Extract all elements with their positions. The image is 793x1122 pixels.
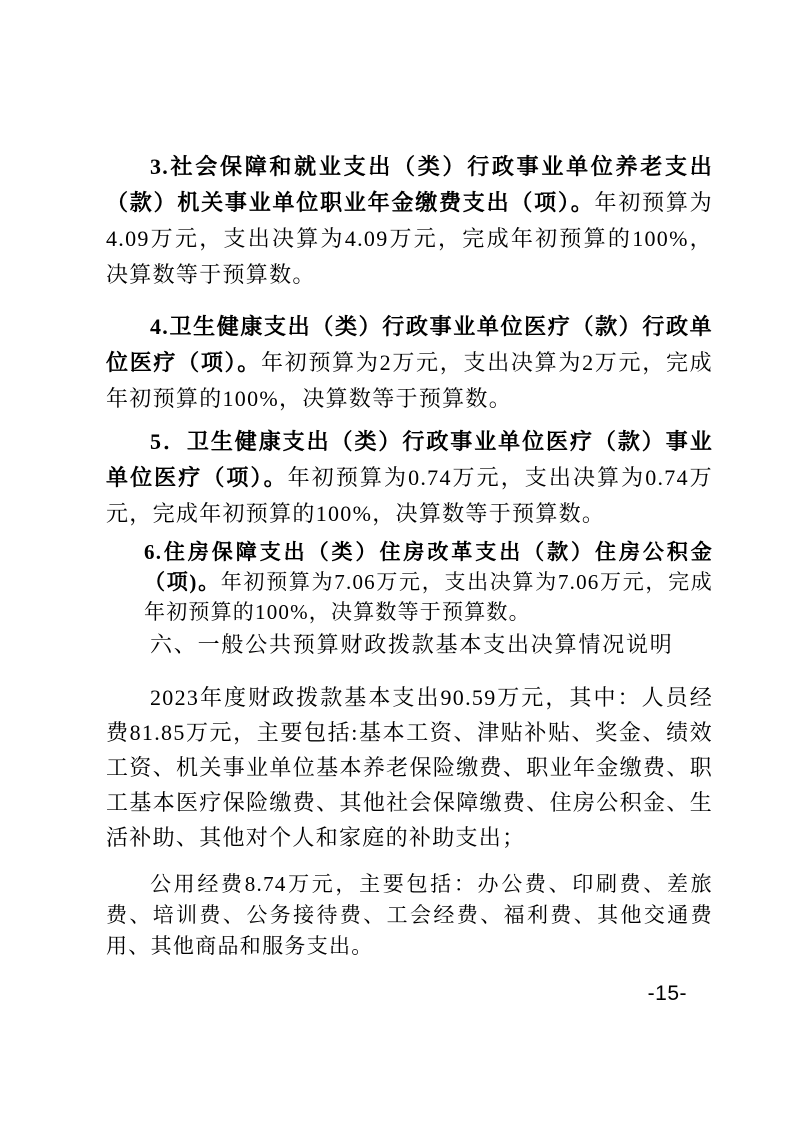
expenditure-item-6-detail: 年初预算为7.06万元，支出决算为7.06万元，完成年初预算的100%，决算数等于预算数。 bbox=[144, 570, 713, 624]
expenditure-item-5-detail: 年初预算为0.74万元，支出决算为0.74万元，完成年初预算的100%，决算数等于预算数。 bbox=[106, 465, 713, 526]
expenditure-item-6 bbox=[106, 537, 713, 627]
expenditure-item-5-heading: 5．卫生健康支出（类）行政事业单位医疗（款）事业单位医疗（项）。 bbox=[106, 429, 713, 490]
expenditure-item-5 bbox=[106, 424, 713, 532]
personnel-expense-paragraph bbox=[106, 680, 713, 855]
expenditure-item-4-detail: 年初预算为2万元，支出决算为2万元，完成年初预算的100%，决算数等于预算数。 bbox=[106, 350, 713, 411]
public-expense-paragraph bbox=[106, 869, 713, 962]
expenditure-item-3 bbox=[106, 149, 713, 293]
public-expense-text: 公用经费8.74万元，主要包括：办公费、印刷费、差旅费、培训费、公务接待费、工会经费、福利费、其他交通费用、其他商品和服务支出。 bbox=[106, 872, 713, 958]
expenditure-item-4 bbox=[106, 309, 713, 417]
page-content bbox=[106, 149, 713, 962]
expenditure-item-6-heading: 6.住房保障支出（类）住房改革支出（款）住房公积金（项)。 bbox=[144, 540, 713, 594]
section-six-heading bbox=[106, 631, 713, 659]
expenditure-item-3-heading: 3.社会保障和就业支出（类）行政事业单位养老支出（款）机关事业单位职业年金缴费支出（项）。 bbox=[106, 154, 713, 215]
page-number: -15- bbox=[647, 982, 687, 1005]
section-six-heading-text: 六、一般公共预算财政拨款基本支出决算情况说明 bbox=[150, 632, 674, 657]
personnel-expense-text: 2023年度财政拨款基本支出90.59万元，其中：人员经费81.85万元，主要包括:基本工资、津贴补贴、奖金、绩效工资、机关事业单位基本养老保险缴费、职业年金缴费、职工基本医疗保险缴费、其他社会保障缴费、住房公积金、生活补助、其他对个人和家庭的补助支出； bbox=[106, 685, 713, 850]
expenditure-item-4-heading: 4.卫生健康支出（类）行政事业单位医疗（款）行政单位医疗（项）。 bbox=[106, 314, 713, 375]
expenditure-item-3-detail: 年初预算为4.09万元，支出决算为4.09万元，完成年初预算的100%，决算数等于预算数。 bbox=[106, 190, 713, 287]
